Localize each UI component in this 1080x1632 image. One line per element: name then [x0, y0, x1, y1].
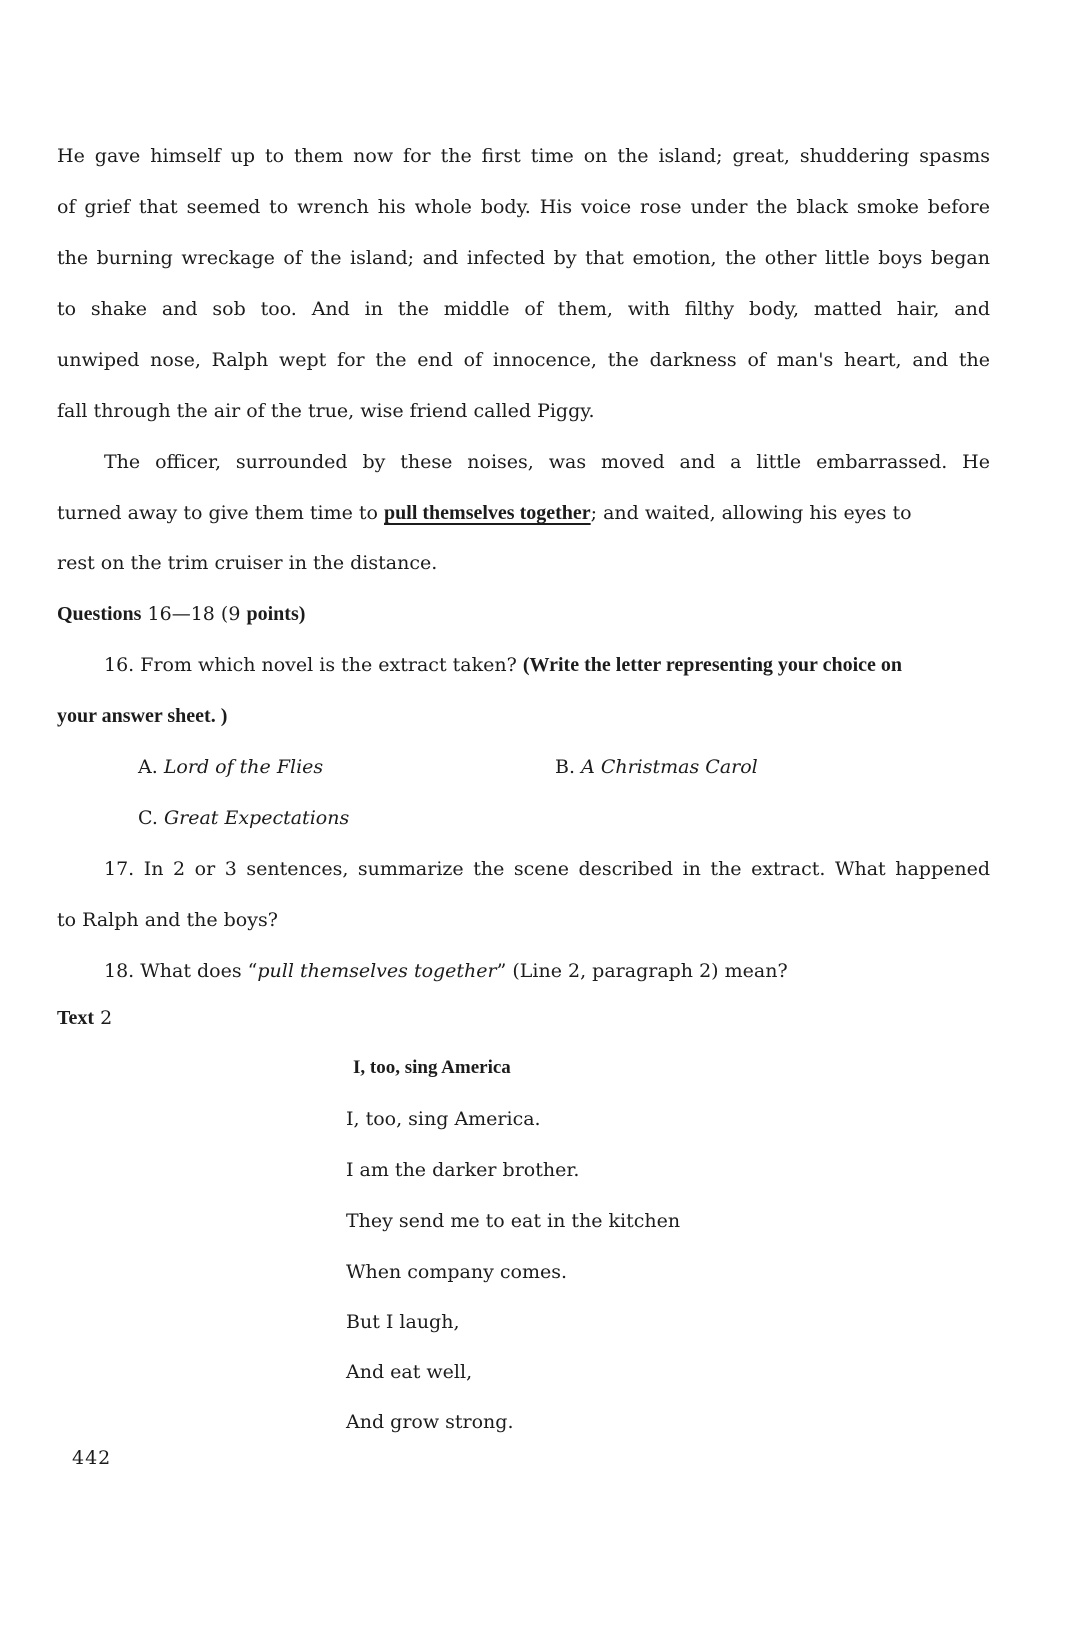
passage-line-with-phrase — [57, 500, 990, 526]
passage-line: He gave himself up to them now for the first time on the island; great, shuddering spasms — [57, 145, 990, 167]
questions-heading-range: 16—18 — [147, 603, 215, 625]
poem-line: When company comes. — [346, 1261, 568, 1283]
page-number: 442 — [72, 1447, 112, 1469]
passage-line: to shake and sob too. And in the middle of them, with filthy body, matted hair, and — [57, 298, 990, 320]
question-17: 17. In 2 or 3 sentences, summarize the scene described in the extract. What happened — [104, 858, 990, 880]
questions-heading-points: points) — [246, 603, 306, 625]
poem-line: And grow strong. — [346, 1411, 514, 1433]
option-c-title: Great Expectations — [163, 807, 350, 829]
option-a-title: Lord of the Flies — [163, 756, 324, 778]
passage-text: ; and waited, allowing his eyes to — [590, 502, 912, 524]
text-2-label: Text — [57, 1007, 95, 1029]
passage-line: the burning wreckage of the island; and infected by that emotion, the other little boys began — [57, 247, 990, 269]
passage-line: of grief that seemed to wrench his whole body. His voice rose under the black smoke before — [57, 196, 990, 218]
option-a — [138, 754, 323, 780]
option-c-letter: C. — [138, 807, 158, 829]
question-18 — [104, 958, 990, 984]
option-a-letter: A. — [138, 756, 158, 778]
questions-heading-paren: (9 — [220, 603, 241, 625]
questions-heading-label: Questions — [57, 603, 142, 625]
question-16-text: 16. From which novel is the extract taken? — [104, 654, 517, 676]
highlighted-phrase: pull themselves together — [384, 502, 591, 524]
poem-line: I am the darker brother. — [346, 1159, 580, 1181]
question-18-phrase: pull themselves together — [257, 960, 497, 982]
question-18-text: 18. What does “ — [104, 960, 258, 982]
question-16-instruction: (Write the letter representing your choice on — [522, 654, 903, 676]
option-b-letter: B. — [555, 756, 576, 778]
passage-line: unwiped nose, Ralph wept for the end of innocence, the darkness of man's heart, and the — [57, 349, 990, 371]
passage-line: fall through the air of the true, wise friend called Piggy. — [57, 400, 595, 422]
option-b — [555, 754, 758, 780]
poem-line: And eat well, — [346, 1361, 473, 1383]
poem-line: They send me to eat in the kitchen — [346, 1210, 681, 1232]
passage-line: rest on the trim cruiser in the distance. — [57, 552, 438, 574]
option-c — [138, 805, 349, 831]
poem-line: I, too, sing America. — [346, 1108, 541, 1130]
question-18-text-end: ” (Line 2, paragraph 2) mean? — [496, 960, 788, 982]
question-16 — [104, 652, 990, 678]
text-2-number: 2 — [100, 1007, 113, 1029]
poem-line: But I laugh, — [346, 1311, 460, 1333]
passage-line: The officer, surrounded by these noises, was moved and a little embarrassed. He — [104, 451, 990, 473]
text-2-heading — [57, 1005, 990, 1031]
passage-text: turned away to give them time to — [57, 502, 378, 524]
questions-heading — [57, 601, 990, 627]
question-17-cont: to Ralph and the boys? — [57, 909, 278, 931]
option-b-title: A Christmas Carol — [581, 756, 758, 778]
question-16-instruction-cont: your answer sheet. ) — [57, 705, 228, 727]
poem-title: I, too, sing America — [353, 1057, 511, 1078]
